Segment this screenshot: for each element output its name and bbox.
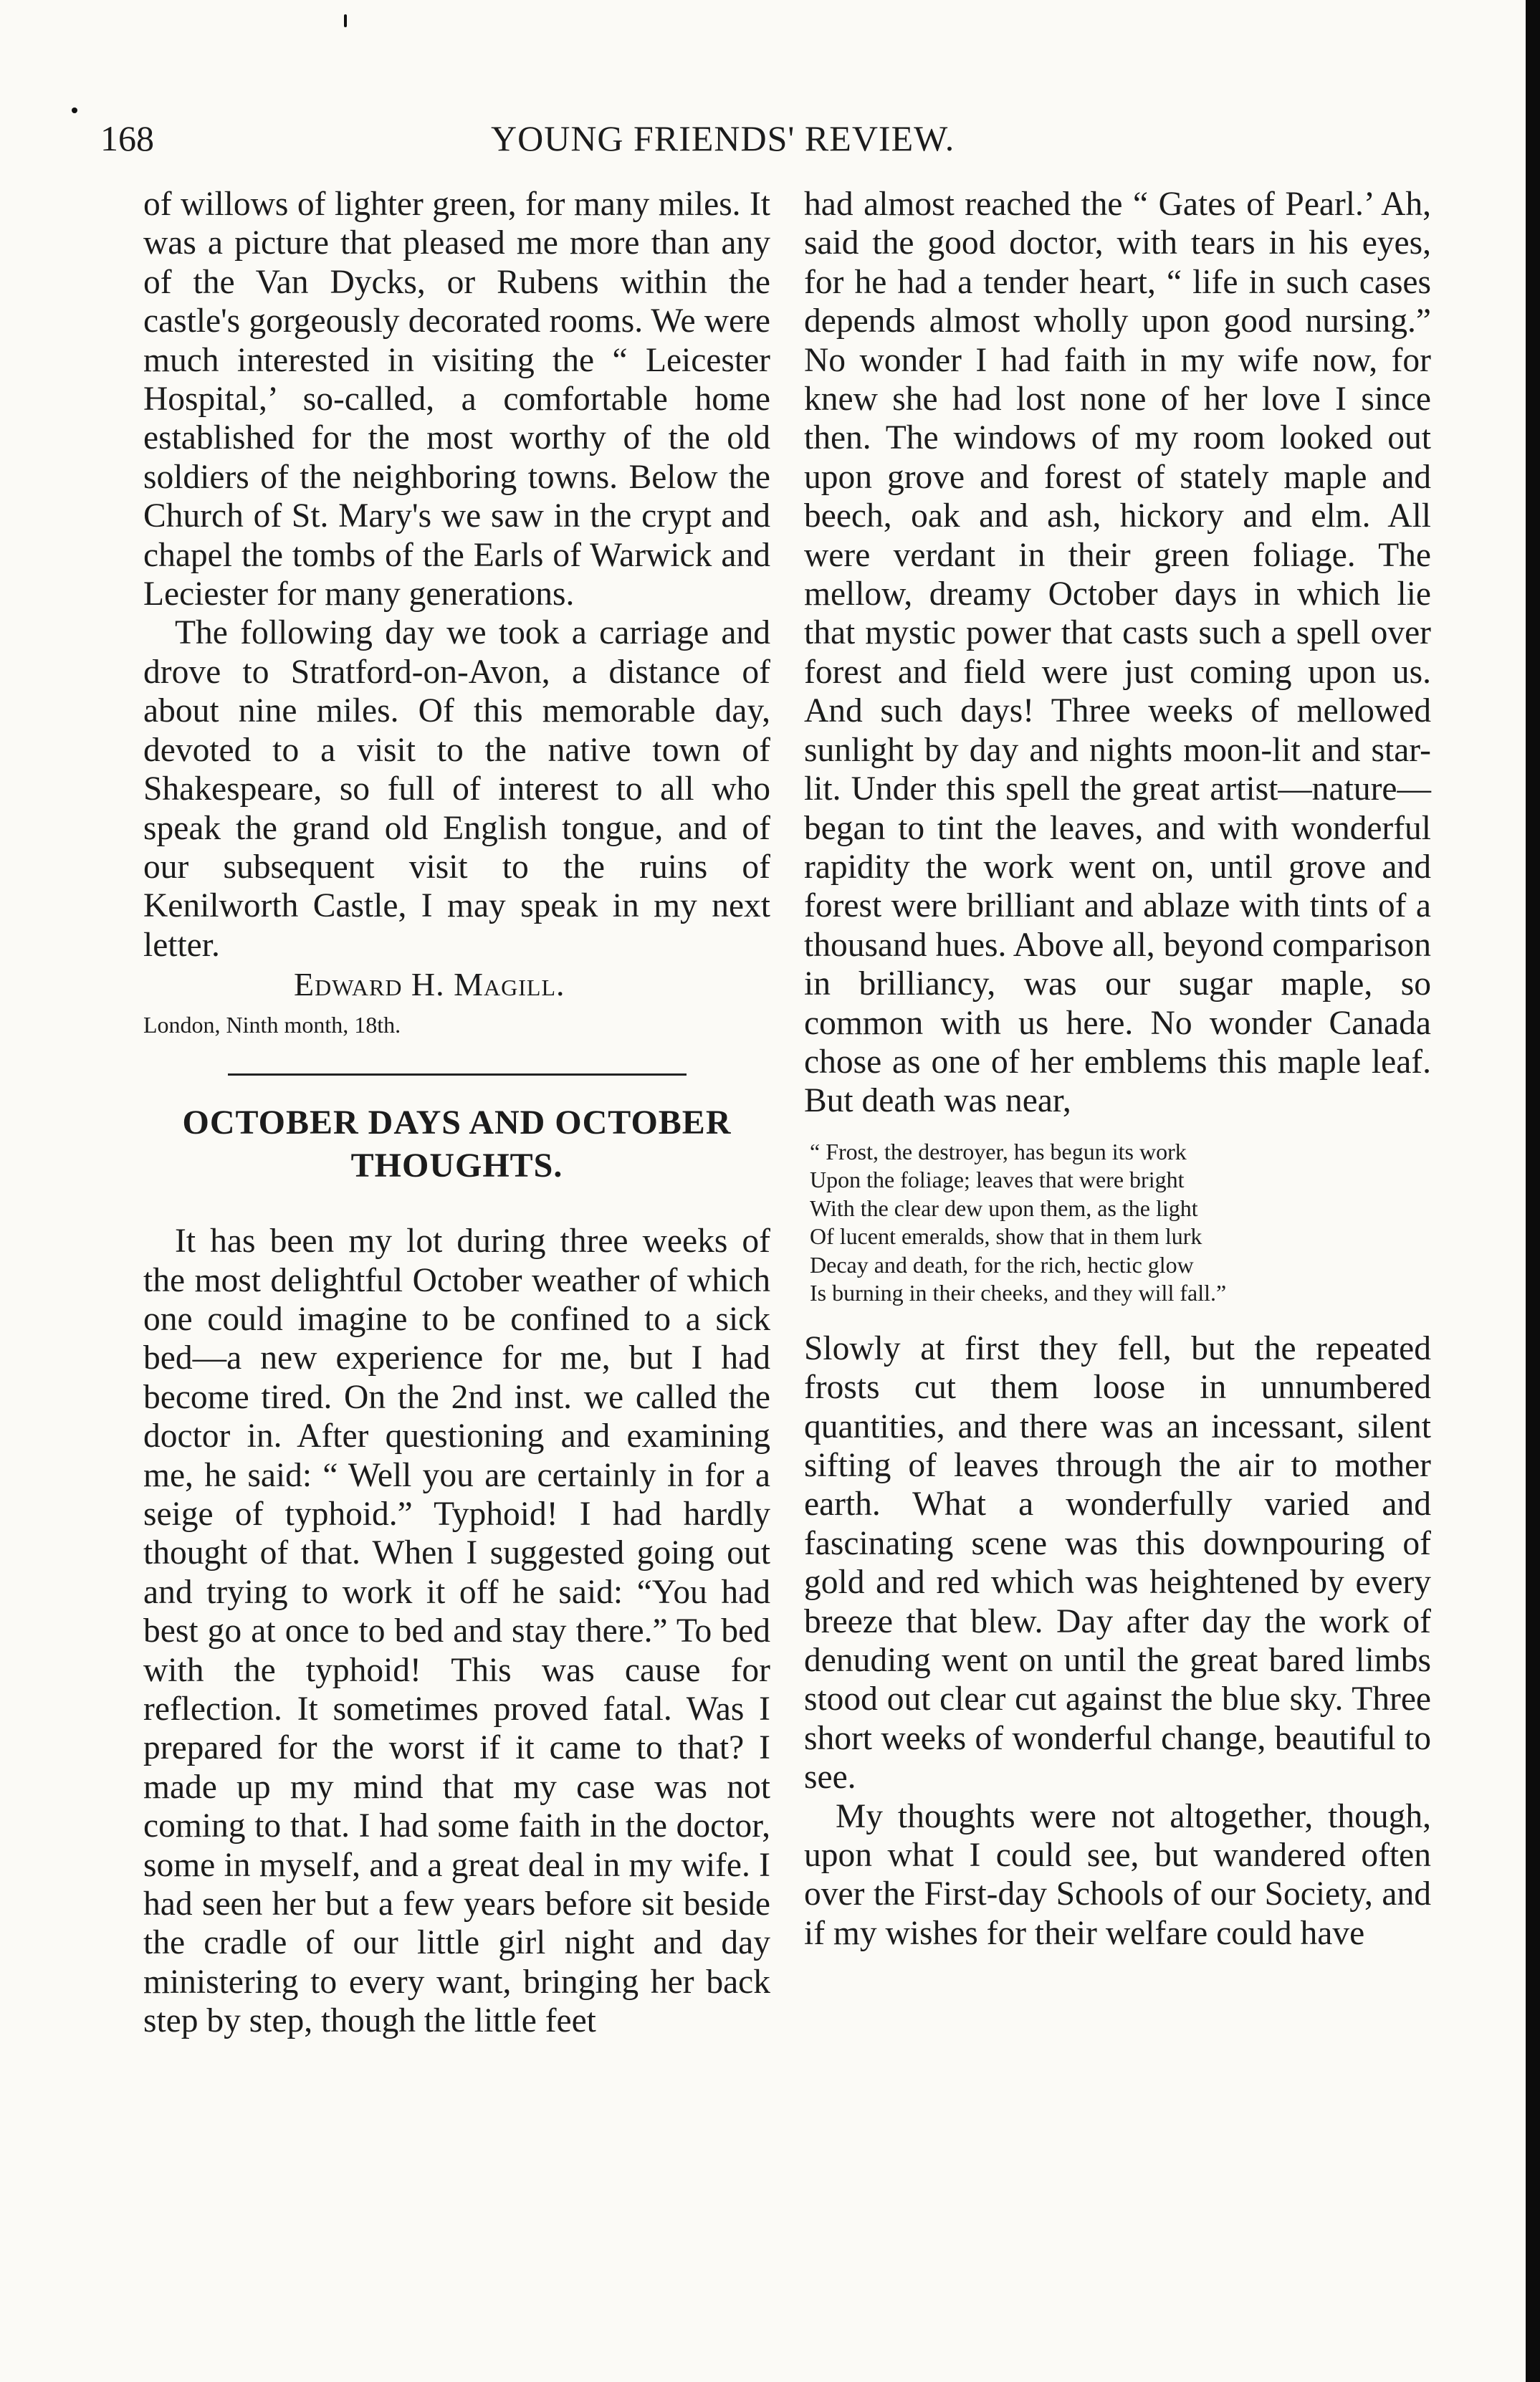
left-column	[143, 185, 770, 2041]
article-title-line: OCTOBER DAYS AND OCTOBER	[182, 1104, 732, 1142]
poem-line: Decay and death, for the rich, hectic glow	[810, 1251, 1194, 1278]
poem-line: Upon the foliage; leaves that were bright	[810, 1167, 1185, 1193]
poem-quote	[804, 1138, 1431, 1308]
paragraph: My thoughts were not altogether, though, upon what I could see, but wandered often over the First-day Schools of our Society, and if my wishes for their welfare could have	[804, 1797, 1431, 1952]
paragraph: It has been my lot during three weeks of the most delightful October weather of which one could imagine to be confined to a sick bed—a new experience for me, but I had become tired. On the 2nd inst. we called the doctor in. After questioning and examining me, he said: “ Well you are certainly in for a seige of typhoid.” Typhoid! I had hardly thought of that. When I suggested going out and trying to work it off he said: “You had best go at once to bed and stay there.” To bed with the typhoid! This was cause for reflection. It sometimes proved fatal. Was I prepared for the worst if it came to that? I made up my mind that my case was not coming to that. I had some faith in the doctor, some in myself, and a great deal in my wife. I had seen her but a few years before sit beside the cradle of our little girl night and day ministering to every want, bringing her back step by step, though the little feet	[143, 1223, 770, 2040]
running-header	[100, 113, 1161, 163]
paragraph: Slowly at first they fell, but the repeated frosts cut them loose in unnumbered quantities, and there was an incessant, silent sifting of leaves through the air to mother earth. What a wonderfully varied and fascinating scene was this downpouring of gold and red which was heightened by every breeze that blew. Day after day the work of denuding went on until the great bared limbs stood out clear cut against the blue sky. Three short weeks of wonderful change, beautiful to see.	[804, 1329, 1431, 1797]
ink-speck	[344, 14, 347, 27]
poem-line: Of lucent emeralds, show that in them lurk	[810, 1223, 1202, 1250]
running-title: YOUNG FRIENDS' REVIEW.	[491, 118, 955, 158]
article-title-line: THOUGHTS.	[350, 1147, 563, 1185]
poem-line: Is burning in their cheeks, and they will fall.”	[810, 1280, 1227, 1306]
page-number: 168	[100, 118, 154, 158]
author-signature: Edward H. Magill.	[294, 966, 565, 1003]
scan-edge	[1526, 0, 1540, 2382]
paragraph: of willows of lighter green, for many miles. It was a picture that pleased me more than any of the Van Dycks, or Rubens within the castle's gorgeously decorated rooms. We were much interested in visiting the “ Leicester Hospital,’ so-called, a comfortable home established for the most worthy of the old soldiers of the neighboring towns. Below the Church of St. Mary's we saw in the crypt and chapel the tombs of the Earls of Warwick and Leciester for many generations.	[143, 186, 770, 613]
poem-line: “ Frost, the destroyer, has begun its work	[810, 1138, 1187, 1164]
dateline: London, Ninth month, 18th.	[143, 1012, 401, 1038]
right-column	[804, 185, 1431, 1953]
section-divider	[228, 1073, 687, 1076]
paragraph: The following day we took a carriage and drove to Stratford-on-Avon, a distance of about nine miles. Of this memorable day, devoted to a visit to the native town of Shakespeare, so full of interest to all who speak the grand old English tongue, and of our subsequent visit to the ruins of Kenilworth Castle, I may speak in my next letter.	[143, 614, 770, 964]
ink-speck	[72, 107, 77, 113]
paragraph: had almost reached the “ Gates of Pearl.’ Ah, said the good doctor, with tears in his eyes, for he had a tender heart, “ life in such cases depends almost wholly upon good nursing.” No wonder I had faith in my wife now, for knew she had lost none of her love I since then. The windows of my room looked out upon grove and forest of stately maple and beech, oak and ash, hickory and elm. All were verdant in their green foliage. The mellow, dreamy October days in which lie that mystic power that casts such a spell over forest and field were just coming upon us. And such days! Three weeks of mellowed sunlight by day and nights moon-lit and star-lit. Under this spell the great artist—nature—began to tint the leaves, and with wonderful rapidity the work went on, until grove and forest were brilliant and ablaze with tints of a thousand hues. Above all, beyond comparison in brilliancy, was our sugar maple, so common with us here. No wonder Canada chose as one of her emblems this maple leaf. But death was near,	[804, 186, 1431, 1120]
article-title	[143, 1101, 770, 1187]
poem-line: With the clear dew upon them, as the light	[810, 1195, 1198, 1221]
